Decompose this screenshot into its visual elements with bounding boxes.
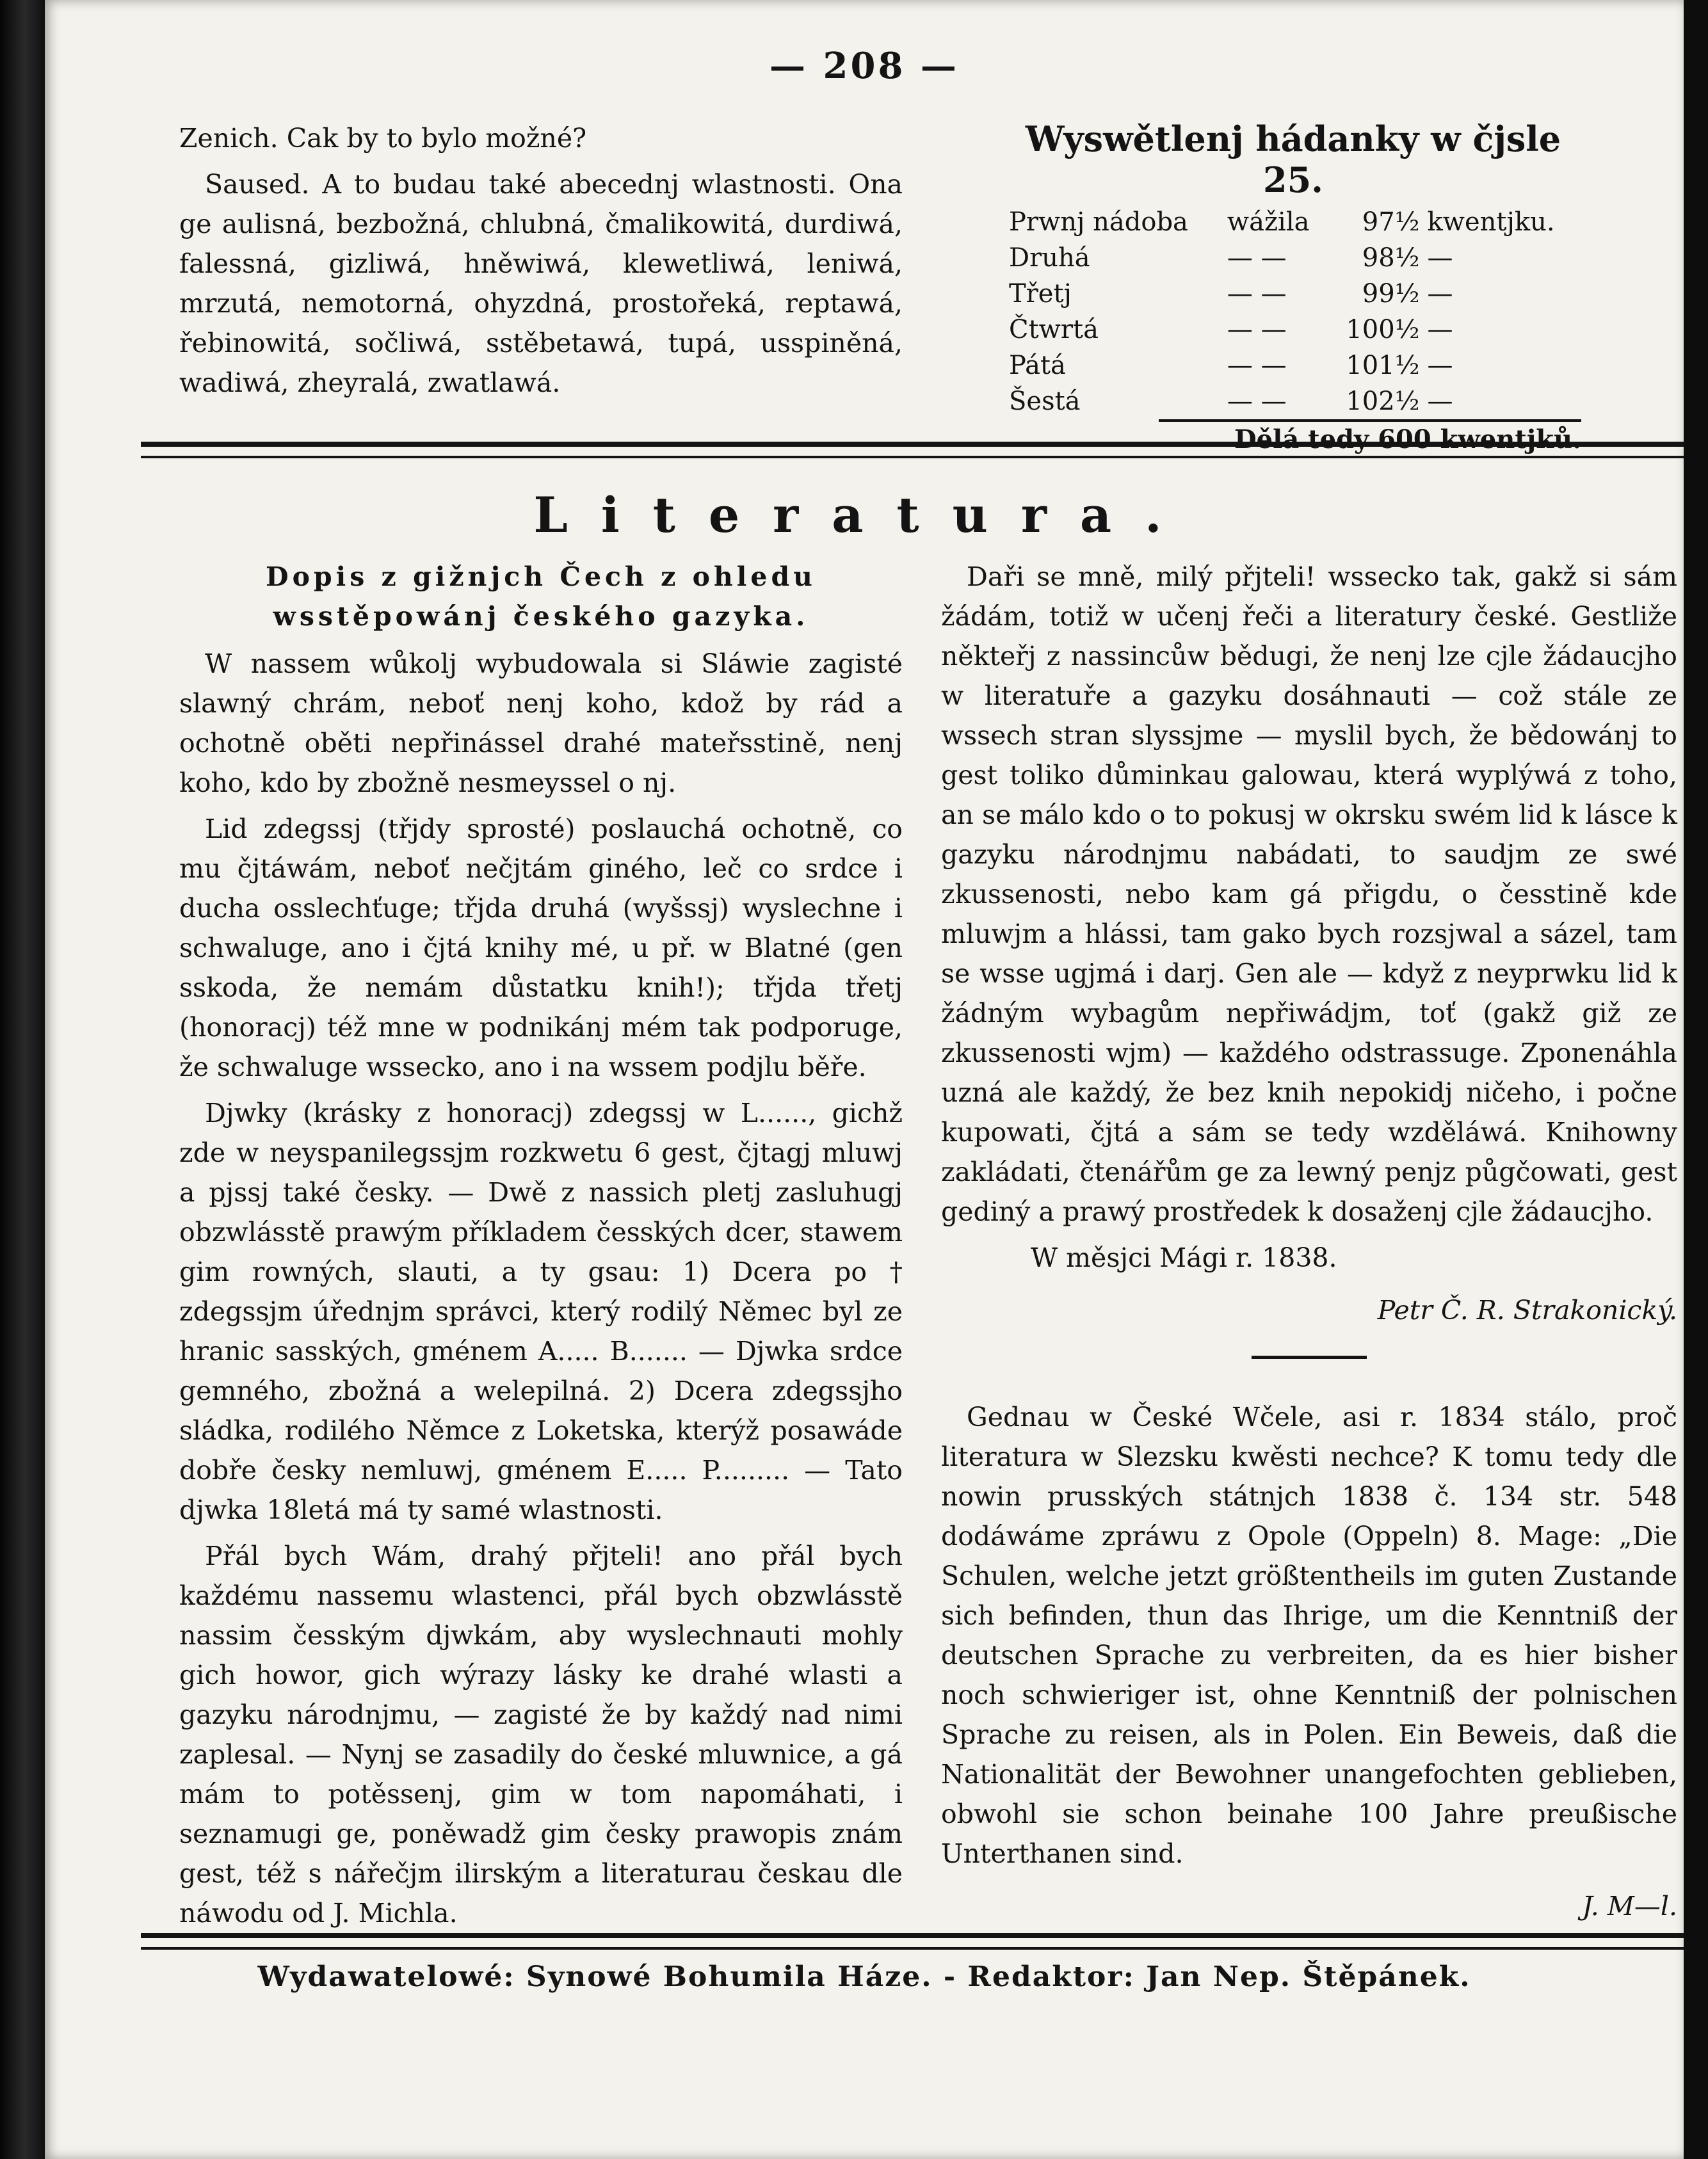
- article-paragraph: Daři se mně, milý přjteli! wssecko tak, gakž si sám žádám, totiž w učenj řeči a literatury české. Gestliže někteřj z nassincůw bědugi, že nenj lze cjle žádaucjho w literatuře a gazyku dosáhnauti — což stále ze wssech stran slyssjme — myslil bych, že bědowánj to gest toliko důminkau galowau, která wyplýwá z toho, an se málo kdo o to pokusj w okrsku swém lid k lásce k gazyku národnjmu nabádati, to saudjm ze swé zkussenosti, nebo kam gá přigdu, o česstině kde mluwjm a hlássi, tam gako bych rozsjwal a sázel, tam se wsse ugjmá i darj. Gen ale — když z neyprwku lid k žádným wybagům nepřiwádjm, toť (gakž giž ze zkussenosti wjm) — každého odstrassuge. Zponenáhla uzná ale každý, že bez knih nepokidj ničeho, i počne kupowati, čjtá a sám se tedy wzděláwá. Knihowny zakládati, čtenářům ge za lewný penjz půgčowati, gest gediný a prawý prostředek k dosaženj cjle žádaucjho.: [941, 561, 1677, 1227]
- article-paragraph: Djwky (krásky z honoracj) zdegssj w L......, gichž zde w neyspanilegssjm rozkwetu 6 gest, čjtagj mluwj a pjssj také česky. — Dwě z nassich pletj zasluhugj obzwlásstě prawým příkladem česských dcer, stawem gim rowných, slauti, a ty gsau: 1) Dcera po † zdegssjm úřednjm správci, který rodilý Němec byl ze hranic sasských, gménem A..... B....... — Djwka srdce gemného, zbožná a welepilná. 2) Dcera zdegssjho sládka, rodilého Němce z Loketska, kterýž posawáde dobře česky nemluwj, gménem E..... P......... — Tato djwka 18letá má ty samé wlastnosti.: [179, 1098, 903, 1525]
- riddle-unit: —: [1427, 315, 1453, 344]
- riddle-mid: — —: [1227, 279, 1287, 309]
- article-paragraph: W nassem wůkolj wybudowala si Sláwie zagisté slawný chrám, neboť nenj koho, kdož by rád a ochotně oběti nepřinássel drahé mateřsstině, nenj koho, kdo by zbožně nesmeyssel o nj.: [179, 648, 903, 798]
- riddle-mid: — —: [1227, 351, 1287, 380]
- riddle-unit: —: [1427, 387, 1453, 416]
- riddle-mid: — —: [1227, 243, 1287, 273]
- dialogue-column: [179, 118, 903, 409]
- riddle-unit: —: [1427, 243, 1453, 273]
- riddle-solution: [1005, 118, 1581, 454]
- riddle-row: [1005, 348, 1581, 383]
- riddle-mid: — —: [1227, 315, 1287, 344]
- riddle-label: Šestá: [1009, 387, 1081, 416]
- short-divider: [1252, 1356, 1367, 1359]
- riddle-value: 98½: [1362, 243, 1420, 273]
- riddle-value: 102½: [1346, 387, 1420, 416]
- article-paragraph: Přál bych Wám, drahý přjteli! ano přál bych každému nassemu wlastenci, přál bych obzwlásstě nassim česským djwkám, aby wyslechnauti mohly gich howor, gich wýrazy lásky ke drahé wlasti a gazyku národnjmu, — zagisté že by každý nad nimi zaplesal. — Nynj se zasadily do české mluwnice, a gá mám to potěssenj, gim w tom napomáhati, i seznamugi ge, poněwadž gim česky prawopis znám gest, též s nářečjm ilirským a literaturau českau dle náwodu od J. Michla.: [179, 1541, 903, 1929]
- riddle-label: Druhá: [1009, 243, 1090, 273]
- article-left-column: [179, 557, 903, 1939]
- riddle-value: 99½: [1362, 279, 1420, 309]
- riddle-total: Dělá tedy 600 kwentjků.: [1159, 419, 1581, 454]
- riddle-label: Prwnj nádoba: [1009, 207, 1188, 237]
- newspaper-page: [45, 0, 1684, 2159]
- riddle-unit: kwentjku.: [1427, 207, 1555, 237]
- riddle-unit: —: [1427, 351, 1453, 380]
- publisher-footer: Wydawatelowé: Synowé Bohumila Háze. - Redaktor: Jan Nep. Štěpánek.: [257, 1961, 1471, 1993]
- riddle-label: Třetj: [1009, 279, 1072, 309]
- riddle-row: [1005, 240, 1581, 276]
- article-paragraph: Gednau w České Wčele, asi r. 1834 stálo, proč literatura w Slezsku kwěsti nechce? K tomu tedy dle nowin prusských státnjch 1838 č. 134 str. 548 dodáwáme zpráwu z Opole (Oppeln) 8. Mage: „Die Schulen, welche jetzt größtentheils im guten Zustande sich befinden, thun das Ihrige, um die Kenntniß der deutschen Sprache zu verbreiten, da es hier bisher noch schwieriger ist, ohne Kenntniß der polnischen Sprache zu reisen, als in Polen. Ein Beweis, daß die Nationalität der Bewohner unangefochten geblieben, obwohl sie schon beinahe 100 Jahre preußische Unterthanen sind.: [941, 1402, 1677, 1869]
- riddle-row: [1005, 312, 1581, 348]
- dialogue-line-2: Saused. A to budau také abecednj wlastnosti. Ona ge aulisná, bezbožná, chlubná, čmalikowitá, durdiwá, falessná, gizliwá, hněwiwá, klewetliwá, leniwá, mrzutá, nemotorná, ohyzdná, prostořeká, reptawá, řebinowitá, sočliwá, sstěbetawá, tupá, usspiněná, wadiwá, zheyralá, zwatlawá.: [179, 169, 903, 398]
- riddle-mid: — —: [1227, 387, 1287, 416]
- riddle-label: Pátá: [1009, 351, 1066, 380]
- riddle-value: 101½: [1346, 351, 1420, 380]
- riddle-label: Čtwrtá: [1009, 315, 1099, 344]
- page-number: — 208 —: [769, 45, 959, 87]
- riddle-value: 100½: [1346, 315, 1420, 344]
- riddle-row: [1005, 204, 1581, 240]
- section-divider: [141, 442, 1684, 458]
- dialogue-line-1: Zenich. Cak by to bylo možné?: [179, 123, 587, 154]
- riddle-value: 97½: [1362, 207, 1420, 237]
- riddle-title: Wyswětlenj hádanky w čjsle 25.: [1025, 118, 1561, 200]
- book-binding: [0, 0, 45, 2159]
- article-signature: J. M—l.: [1582, 1891, 1677, 1922]
- article-date: W měsjci Mági r. 1838.: [1031, 1242, 1337, 1273]
- riddle-mid: wážila: [1227, 207, 1310, 237]
- riddle-table: [1005, 204, 1581, 419]
- riddle-row: [1005, 383, 1581, 419]
- article-right-column: [941, 557, 1677, 1926]
- article-title: Dopis z gižnjch Čech z ohledu wsstěpowánj českého gazyka.: [266, 561, 816, 632]
- section-title: Literatura.: [533, 486, 1195, 543]
- footer-divider: [141, 1933, 1684, 1950]
- riddle-row: [1005, 276, 1581, 312]
- article-paragraph: Lid zdegssj (třjdy sprosté) poslauchá ochotně, co mu čjtáwám, neboť nečjtám giného, leč co srdce i ducha osslechťuge; třjda druhá (wyšssj) wyslechne i schwaluge, ano i čjtá knihy mé, u př. w Blatné (gen sskoda, že nemám důstatku knih!); třjda třetj (honoracj) též mne w podnikánj mém tak podporuge, že schwaluge wssecko, ano i na wssem podjlu běře.: [179, 814, 903, 1082]
- riddle-unit: —: [1427, 279, 1453, 309]
- article-signature: Petr Č. R. Strakonický.: [1377, 1295, 1677, 1326]
